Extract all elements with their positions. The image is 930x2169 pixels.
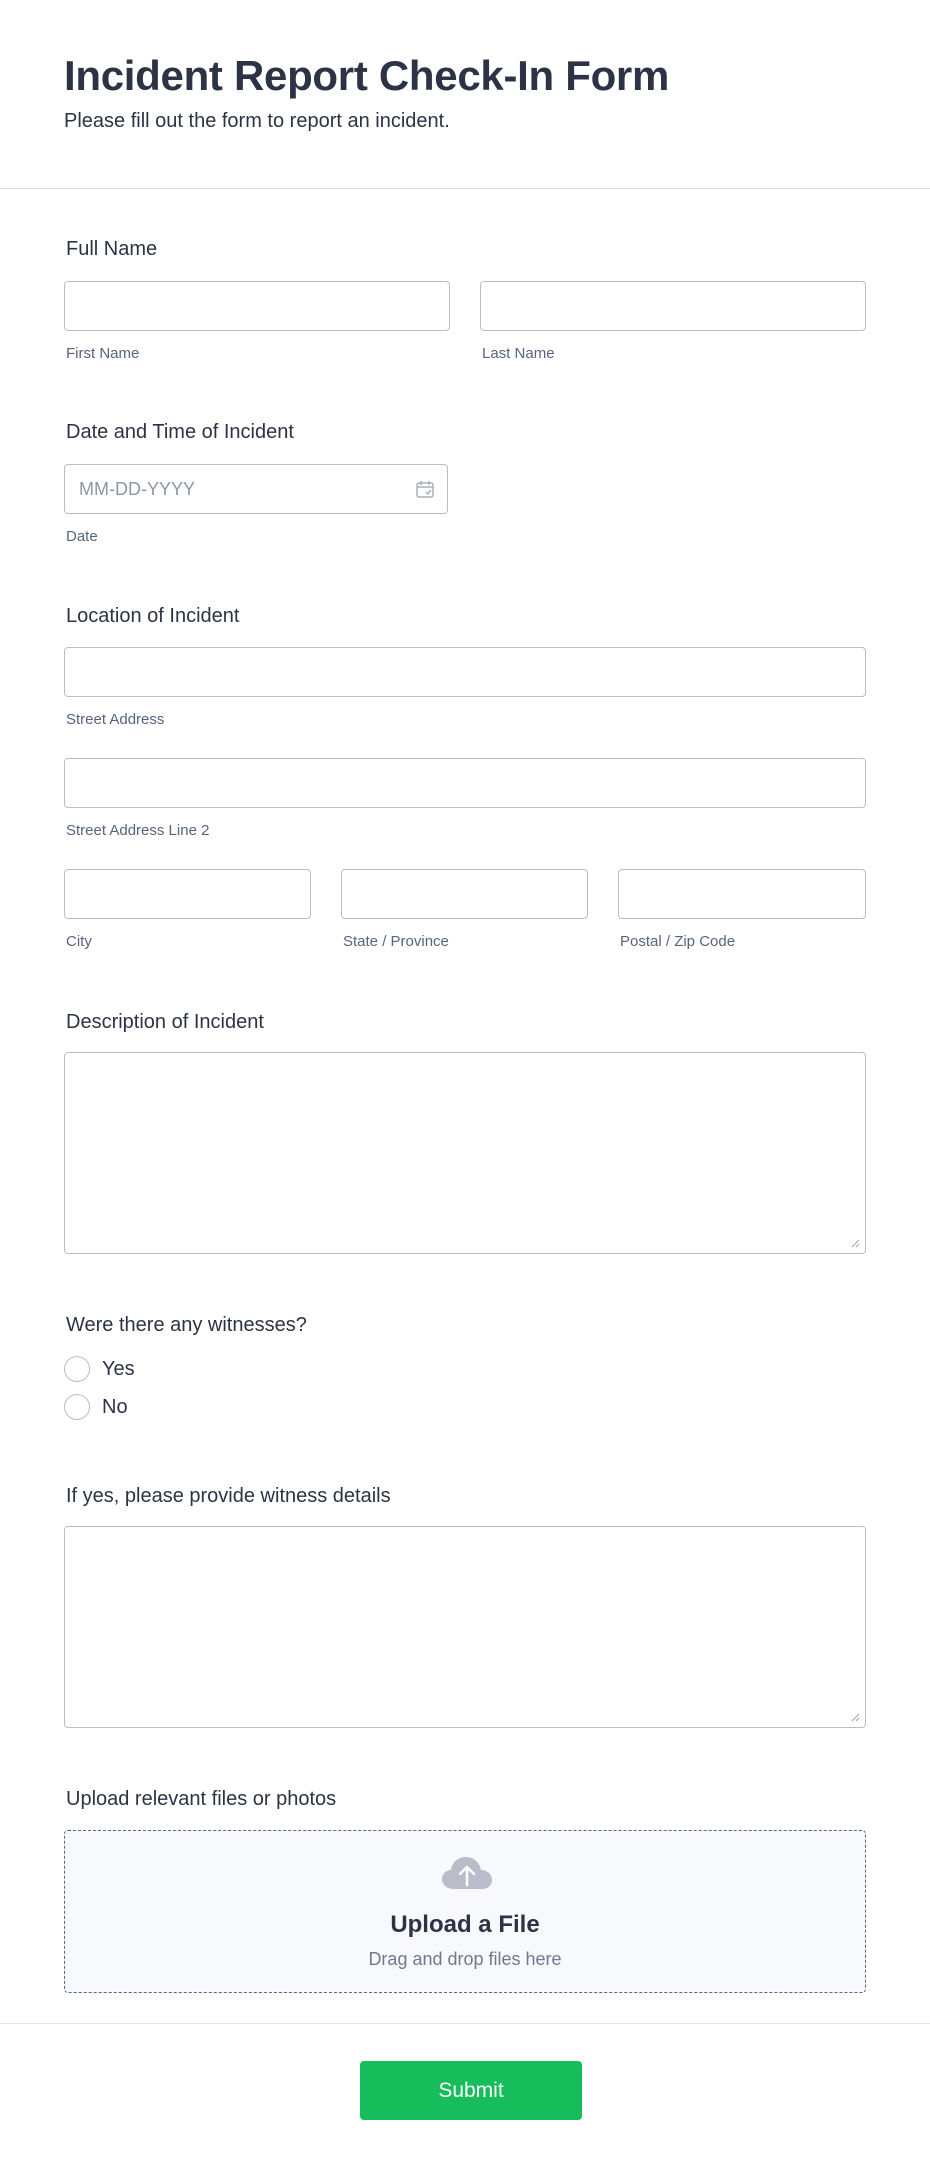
upload-hint: Drag and drop files here bbox=[368, 1949, 562, 1969]
upload-title: Upload a File bbox=[390, 1911, 540, 1938]
file-upload-dropzone[interactable] bbox=[64, 1830, 866, 1993]
radio-label-no: No bbox=[102, 1395, 128, 1418]
radio-label-yes: Yes bbox=[102, 1357, 135, 1380]
state-input[interactable] bbox=[341, 869, 588, 919]
date-input[interactable] bbox=[64, 464, 448, 514]
first-name-input[interactable] bbox=[64, 281, 450, 331]
date-field bbox=[64, 464, 448, 514]
radio-option-no[interactable] bbox=[64, 1393, 128, 1421]
location-label: Location of Incident bbox=[66, 605, 240, 627]
city-sublabel: City bbox=[66, 933, 92, 950]
radio-circle[interactable] bbox=[64, 1356, 90, 1382]
resize-grip-icon[interactable] bbox=[850, 1712, 860, 1722]
date-sublabel: Date bbox=[66, 528, 98, 545]
full-name-label: Full Name bbox=[66, 238, 158, 260]
last-name-input[interactable] bbox=[480, 281, 866, 331]
cloud-upload-icon bbox=[442, 1855, 492, 1891]
description-label: Description of Incident bbox=[66, 1011, 264, 1033]
last-name-sublabel: Last Name bbox=[482, 345, 555, 362]
postal-code-sublabel: Postal / Zip Code bbox=[620, 933, 736, 950]
footer-divider bbox=[0, 2023, 930, 2024]
calendar-icon[interactable] bbox=[415, 479, 435, 499]
street-address-line2-input[interactable] bbox=[64, 758, 866, 808]
city-input[interactable] bbox=[64, 869, 311, 919]
radio-circle[interactable] bbox=[64, 1394, 90, 1420]
form-subtitle: Please fill out the form to report an incident. bbox=[64, 110, 450, 132]
radio-option-yes[interactable] bbox=[64, 1355, 135, 1383]
form-title: Incident Report Check-In Form bbox=[64, 52, 670, 99]
resize-grip-icon[interactable] bbox=[850, 1238, 860, 1248]
upload-label: Upload relevant files or photos bbox=[66, 1788, 337, 1810]
street-address-sublabel: Street Address bbox=[66, 711, 165, 728]
witness-details-textarea[interactable] bbox=[64, 1526, 866, 1728]
street-address-input[interactable] bbox=[64, 647, 866, 697]
form-header bbox=[0, 0, 930, 189]
submit-button[interactable]: Submit bbox=[360, 2061, 582, 2120]
description-textarea[interactable] bbox=[64, 1052, 866, 1254]
street-address-line2-sublabel: Street Address Line 2 bbox=[66, 822, 210, 839]
witnesses-label: Were there any witnesses? bbox=[66, 1314, 307, 1336]
date-time-label: Date and Time of Incident bbox=[66, 421, 294, 443]
state-sublabel: State / Province bbox=[343, 933, 449, 950]
first-name-sublabel: First Name bbox=[66, 345, 140, 362]
postal-code-input[interactable] bbox=[618, 869, 866, 919]
witness-details-label: If yes, please provide witness details bbox=[66, 1485, 391, 1507]
